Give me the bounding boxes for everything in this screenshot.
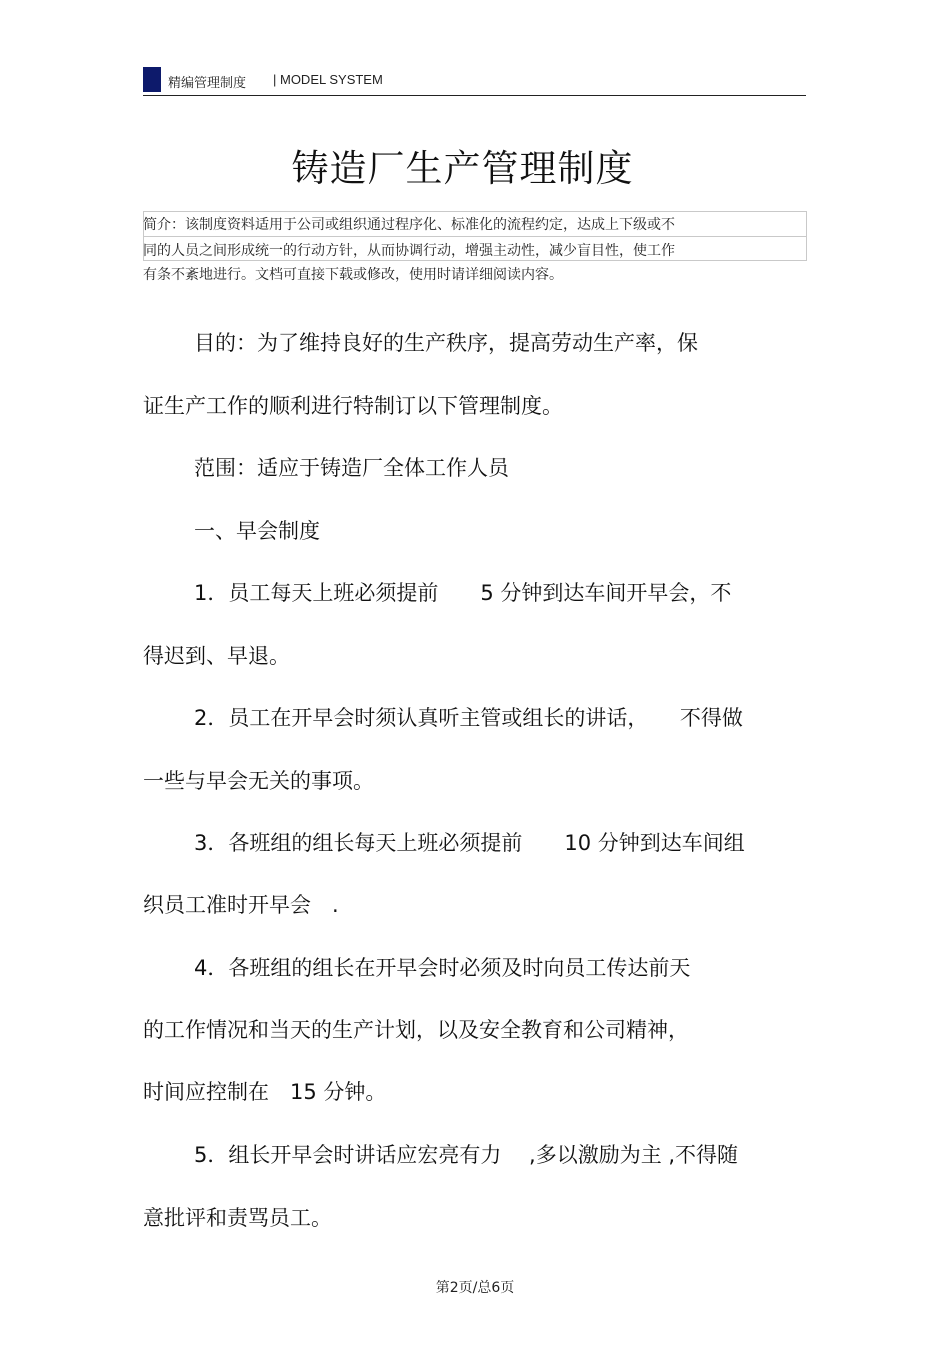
rule-4-line-2: 的工作情况和当天的生产计划，以及安全教育和公司精神，: [143, 1018, 689, 1042]
rule-5-line-1: 5．组长开早会时讲话应宏亮有力 ,多以激励为主 ,不得随: [194, 1143, 739, 1167]
purpose-line-2: 证生产工作的顺利进行特制订以下管理制度。: [143, 394, 563, 418]
rule-3-line-1: 3．各班组的组长每天上班必须提前 10 分钟到达车间组: [194, 831, 745, 855]
scope-line: 范围：适应于铸造厂全体工作人员: [194, 456, 509, 480]
rule-3-line-2: 织员工准时开早会 .: [143, 893, 339, 917]
intro-line-3: 有条不紊地进行。文档可直接下载或修改，使用时请详细阅读内容。: [143, 267, 563, 283]
rule-2-line-1: 2．员工在开早会时须认真听主管或组长的讲话， 不得做: [194, 706, 743, 730]
document-title: 铸造厂生产管理制度: [291, 147, 634, 190]
rule-4-line-1: 4．各班组的组长在开早会时必须及时向员工传达前天: [194, 956, 691, 980]
intro-line-2: 同的人员之间形成统一的行动方针，从而协调行动，增强主动性，减少盲目性，使工作: [143, 243, 675, 259]
purpose-line-1: 目的：为了维持良好的生产秩序，提高劳动生产率，保: [194, 331, 698, 355]
rule-4-line-3: 时间应控制在 15 分钟。: [143, 1080, 387, 1104]
logo-icon: [143, 67, 161, 92]
header-model-system: | MODEL SYSTEM: [273, 72, 383, 87]
page-footer: 第2页/总6页: [435, 1280, 515, 1296]
section-heading-morning-meeting: 一、早会制度: [194, 519, 320, 543]
rule-1-line-2: 得迟到、早退。: [143, 644, 290, 668]
rule-5-line-2: 意批评和责骂员工。: [143, 1206, 332, 1230]
intro-line-1: 简介：该制度资料适用于公司或组织通过程序化、标准化的流程约定，达成上下级或不: [143, 217, 675, 233]
rule-2-line-2: 一些与早会无关的事项。: [143, 769, 374, 793]
page-header: [143, 64, 806, 96]
rule-1-line-1: 1．员工每天上班必须提前 5 分钟到达车间开早会，不: [194, 581, 732, 605]
header-brand: 精编管理制度: [168, 76, 247, 91]
